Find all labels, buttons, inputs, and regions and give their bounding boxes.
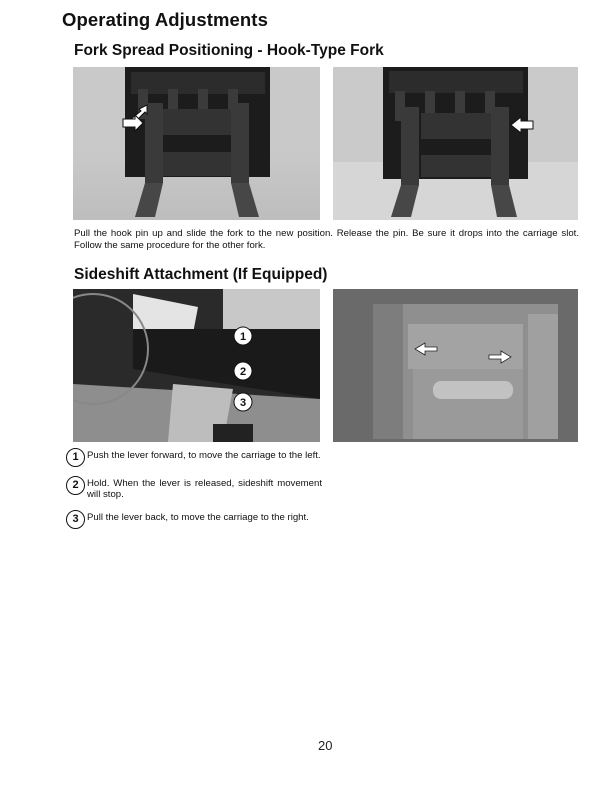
fork-photo-left (73, 67, 320, 220)
callout-3: 3 (239, 397, 247, 409)
step-2 (66, 476, 322, 501)
step-text-3: Pull the lever back, to move the carriage to the right. (87, 511, 309, 523)
fork-caption: Pull the hook pin up and slide the fork to the new position. Release the pin. Be sure it drops into the carriage slot. Follow the same procedure for the other fork. (74, 228, 579, 251)
sideshift-section-heading: Sideshift Attachment (If Equipped) (74, 266, 328, 283)
step-text-1: Push the lever forward, to move the carriage to the left. (87, 450, 321, 461)
step-1 (66, 448, 322, 467)
fork-section-heading: Fork Spread Positioning - Hook-Type Fork (74, 42, 384, 59)
sideshift-carriage-photo (333, 289, 578, 442)
step-number-3: 3 (66, 510, 85, 529)
callout-1: 1 (239, 331, 247, 343)
step-number-1: 1 (66, 448, 85, 467)
callout-2: 2 (239, 366, 247, 378)
sideshift-lever-photo (73, 289, 320, 442)
sideshift-steps (66, 448, 322, 538)
page-title: Operating Adjustments (62, 9, 268, 30)
step-3 (66, 510, 322, 529)
fork-photo-right (333, 67, 578, 220)
step-text-2: Hold. When the lever is released, sideshift movement will stop. (87, 478, 322, 501)
page-number: 20 (318, 738, 333, 753)
step-number-2: 2 (66, 476, 85, 495)
